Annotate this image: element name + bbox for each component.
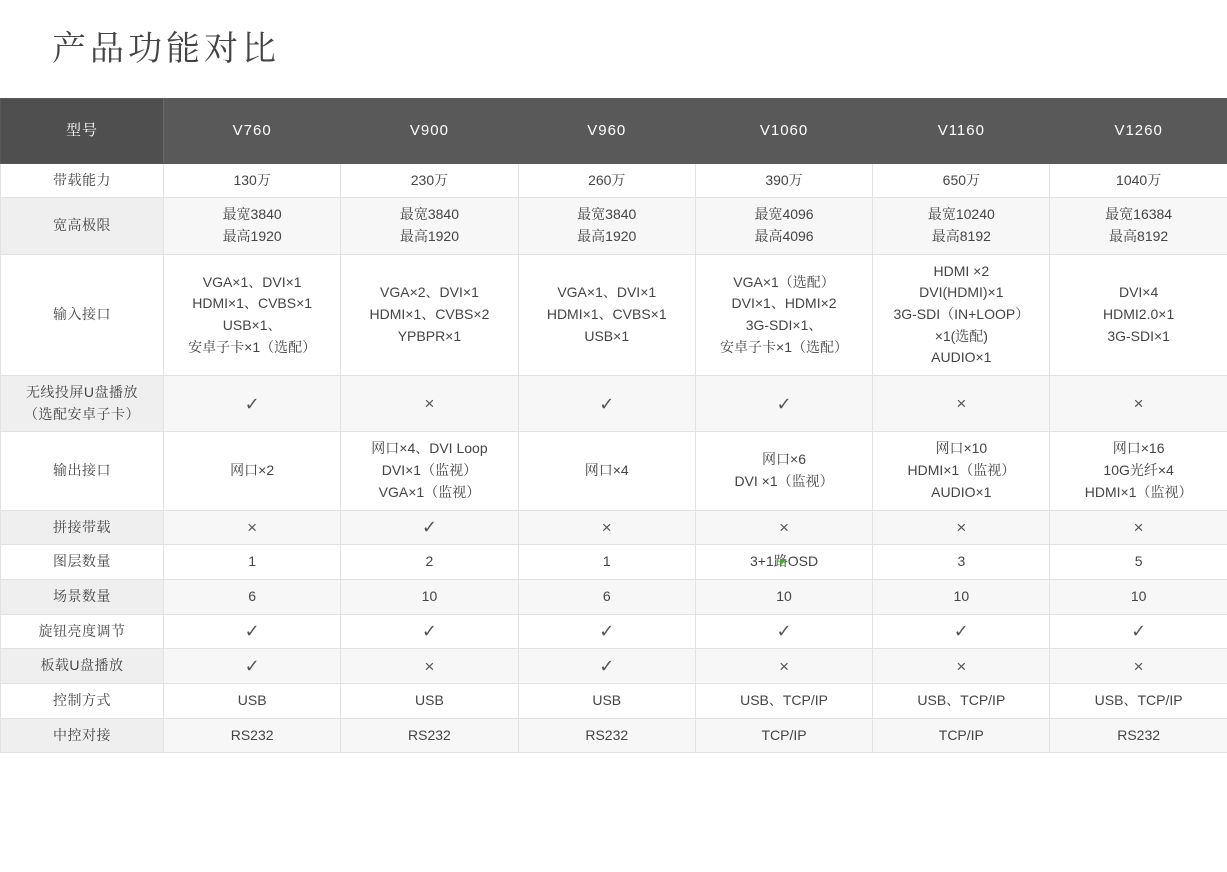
table-row — [1, 510, 1227, 545]
table-row — [1, 614, 1227, 649]
table-cell — [164, 163, 341, 198]
header-cell-product-V1160: V1160 — [873, 98, 1050, 163]
header-cell-product-V1060: V1060 — [695, 98, 872, 163]
table-cell — [873, 545, 1050, 580]
cross-icon: × — [1054, 658, 1222, 675]
cell-text: RS232 — [1054, 725, 1222, 747]
table-cell — [1050, 579, 1227, 614]
header-cell-product-V960: V960 — [518, 98, 695, 163]
table-cell — [164, 579, 341, 614]
cell-text: VGA×1（监视） — [345, 482, 513, 504]
row-label-text: 拼接带载 — [5, 517, 159, 539]
table-cell — [518, 614, 695, 649]
cross-icon: × — [877, 395, 1045, 412]
row-label-text: 图层数量 — [5, 551, 159, 573]
cell-text: 网口×6 — [700, 449, 868, 471]
product-comparison-table — [0, 98, 1227, 754]
cell-text: 3+1路OSD — [700, 551, 868, 573]
table-row — [1, 718, 1227, 753]
cell-text: VGA×1、DVI×1 — [523, 282, 691, 304]
table-cell — [1050, 198, 1227, 254]
table-cell — [695, 614, 872, 649]
table-cell — [695, 649, 872, 684]
table-cell — [518, 432, 695, 510]
cell-text: USB — [523, 690, 691, 712]
row-label-cell — [1, 198, 164, 254]
cell-text: 390万 — [700, 170, 868, 192]
check-icon: ✓ — [877, 622, 1045, 640]
check-icon: ✓ — [168, 395, 336, 413]
cell-text: 230万 — [345, 170, 513, 192]
row-label-cell — [1, 579, 164, 614]
cell-text: RS232 — [345, 725, 513, 747]
cell-text: 网口×16 — [1054, 438, 1222, 460]
cell-text: YPBPR×1 — [345, 326, 513, 348]
table-row — [1, 163, 1227, 198]
table-row — [1, 545, 1227, 580]
check-icon: ✓ — [523, 622, 691, 640]
cell-text: 10 — [700, 586, 868, 608]
cell-text: RS232 — [168, 725, 336, 747]
cell-text: VGA×1、DVI×1 — [168, 272, 336, 294]
table-cell — [341, 432, 518, 510]
corner-marker-icon — [780, 559, 787, 566]
header-cell-product-V1260: V1260 — [1050, 98, 1227, 163]
table-cell — [873, 579, 1050, 614]
cell-text: 网口×2 — [168, 460, 336, 482]
table-cell — [164, 376, 341, 432]
cell-text: 650万 — [877, 170, 1045, 192]
table-cell — [695, 683, 872, 718]
table-cell — [341, 198, 518, 254]
table-cell — [695, 163, 872, 198]
table-cell — [518, 254, 695, 375]
row-label-cell — [1, 254, 164, 375]
check-icon: ✓ — [1054, 622, 1222, 640]
cross-icon: × — [1054, 519, 1222, 536]
cell-text: 3 — [877, 551, 1045, 573]
table-cell — [341, 163, 518, 198]
table-cell — [164, 545, 341, 580]
cross-icon: × — [700, 519, 868, 536]
table-cell — [518, 649, 695, 684]
table-row — [1, 254, 1227, 375]
cell-text: HDMI×1、CVBS×2 — [345, 304, 513, 326]
table-header — [1, 98, 1227, 163]
header-row — [1, 98, 1227, 163]
cell-text: USB、TCP/IP — [877, 690, 1045, 712]
table-cell — [518, 683, 695, 718]
cell-text: 网口×4 — [523, 460, 691, 482]
cell-text: VGA×1（选配） — [700, 272, 868, 294]
table-cell — [873, 432, 1050, 510]
cell-text: 最高1920 — [345, 226, 513, 248]
cell-text: 260万 — [523, 170, 691, 192]
table-row — [1, 683, 1227, 718]
table-cell — [164, 198, 341, 254]
table-row — [1, 432, 1227, 510]
cell-text: AUDIO×1 — [877, 482, 1045, 504]
cell-text: 3G-SDI×1、 — [700, 315, 868, 337]
table-cell — [518, 545, 695, 580]
table-cell — [1050, 683, 1227, 718]
cell-text: 最高1920 — [523, 226, 691, 248]
cell-text: 网口×10 — [877, 438, 1045, 460]
table-cell — [164, 254, 341, 375]
cell-text: HDMI×1（监视） — [1054, 482, 1222, 504]
table-cell — [341, 254, 518, 375]
cell-text: DVI×1（监视） — [345, 460, 513, 482]
row-label-cell — [1, 683, 164, 718]
table-cell — [518, 198, 695, 254]
table-cell — [341, 545, 518, 580]
table-cell — [695, 545, 872, 580]
check-icon: ✓ — [523, 395, 691, 413]
table-cell — [164, 614, 341, 649]
cell-text: 10 — [877, 586, 1045, 608]
cell-text: 1 — [168, 551, 336, 573]
cross-icon: × — [700, 658, 868, 675]
cell-text: 6 — [523, 586, 691, 608]
cell-text: DVI(HDMI)×1 — [877, 282, 1045, 304]
table-cell — [1050, 163, 1227, 198]
cell-text: USB×1 — [523, 326, 691, 348]
row-label-text: 无线投屏U盘播放 — [5, 382, 159, 404]
row-label-text: 输入接口 — [5, 304, 159, 326]
table-cell — [341, 683, 518, 718]
cross-icon: × — [168, 519, 336, 536]
row-label-subtext: （选配安卓子卡） — [5, 404, 159, 426]
row-label-cell — [1, 376, 164, 432]
table-cell — [1050, 254, 1227, 375]
check-icon: ✓ — [700, 395, 868, 413]
table-cell — [1050, 649, 1227, 684]
header-cell-product-V900: V900 — [341, 98, 518, 163]
row-label-text: 中控对接 — [5, 725, 159, 747]
table-cell — [695, 510, 872, 545]
cell-text: USB、TCP/IP — [1054, 690, 1222, 712]
table-cell — [341, 510, 518, 545]
cell-text: 最宽4096 — [700, 204, 868, 226]
page-title: 产品功能对比 — [52, 26, 1227, 74]
table-cell — [873, 718, 1050, 753]
row-label-text: 控制方式 — [5, 690, 159, 712]
check-icon: ✓ — [168, 657, 336, 675]
row-label-text: 旋钮亮度调节 — [5, 621, 159, 643]
table-cell — [873, 376, 1050, 432]
cell-text: 1040万 — [1054, 170, 1222, 192]
table-cell — [341, 649, 518, 684]
cell-text: AUDIO×1 — [877, 347, 1045, 369]
cell-text: 最宽16384 — [1054, 204, 1222, 226]
cell-text: 3G-SDI×1 — [1054, 326, 1222, 348]
table-cell — [341, 718, 518, 753]
table-cell — [341, 579, 518, 614]
row-label-cell — [1, 432, 164, 510]
row-label-text: 场景数量 — [5, 586, 159, 608]
row-label-cell — [1, 614, 164, 649]
cell-text: 最宽3840 — [523, 204, 691, 226]
cell-text: 10 — [1054, 586, 1222, 608]
table-cell — [873, 510, 1050, 545]
cell-text: 安卓子卡×1（选配） — [700, 337, 868, 359]
cell-text: TCP/IP — [877, 725, 1045, 747]
table-cell — [164, 718, 341, 753]
cell-text: 最宽3840 — [168, 204, 336, 226]
cell-text: 最宽3840 — [345, 204, 513, 226]
cross-icon: × — [877, 519, 1045, 536]
table-cell — [1050, 432, 1227, 510]
table-cell — [695, 432, 872, 510]
cell-text: DVI×4 — [1054, 282, 1222, 304]
cell-text: USB×1、 — [168, 315, 336, 337]
table-cell — [164, 432, 341, 510]
cell-text: USB — [345, 690, 513, 712]
cell-text: 3G-SDI（IN+LOOP） — [877, 304, 1045, 326]
table-cell — [873, 163, 1050, 198]
table-cell — [164, 510, 341, 545]
row-label-cell — [1, 718, 164, 753]
table-cell — [518, 376, 695, 432]
cell-text: HDMI×1、CVBS×1 — [168, 293, 336, 315]
cell-text: HDMI ×2 — [877, 261, 1045, 283]
cell-text: HDMI×1、CVBS×1 — [523, 304, 691, 326]
table-cell — [1050, 718, 1227, 753]
table-cell — [518, 510, 695, 545]
table-row — [1, 376, 1227, 432]
cell-text: 6 — [168, 586, 336, 608]
cell-text: 2 — [345, 551, 513, 573]
row-label-text: 宽高极限 — [5, 215, 159, 237]
table-cell — [873, 649, 1050, 684]
row-label-text: 输出接口 — [5, 460, 159, 482]
cell-text: HDMI2.0×1 — [1054, 304, 1222, 326]
table-cell — [873, 683, 1050, 718]
cross-icon: × — [523, 519, 691, 536]
table-row — [1, 649, 1227, 684]
cell-text: 最宽10240 — [877, 204, 1045, 226]
cell-text: DVI ×1（监视） — [700, 471, 868, 493]
table-cell — [341, 376, 518, 432]
cell-text: 安卓子卡×1（选配） — [168, 337, 336, 359]
cell-text: RS232 — [523, 725, 691, 747]
cell-text: 1 — [523, 551, 691, 573]
table-cell — [164, 683, 341, 718]
cell-text: 5 — [1054, 551, 1222, 573]
table-row — [1, 198, 1227, 254]
cell-text: HDMI×1（监视） — [877, 460, 1045, 482]
cell-text: 10G光纤×4 — [1054, 460, 1222, 482]
table-cell — [1050, 545, 1227, 580]
cell-text: 10 — [345, 586, 513, 608]
row-label-cell — [1, 545, 164, 580]
cross-icon: × — [1054, 395, 1222, 412]
table-cell — [518, 718, 695, 753]
cell-text: DVI×1、HDMI×2 — [700, 293, 868, 315]
cell-text: USB、TCP/IP — [700, 690, 868, 712]
row-label-text: 带载能力 — [5, 170, 159, 192]
cell-text: 最高1920 — [168, 226, 336, 248]
table-cell — [873, 614, 1050, 649]
table-cell — [164, 649, 341, 684]
table-cell — [873, 254, 1050, 375]
check-icon: ✓ — [345, 622, 513, 640]
row-label-cell — [1, 649, 164, 684]
table-cell — [1050, 376, 1227, 432]
check-icon: ✓ — [523, 657, 691, 675]
cell-text: TCP/IP — [700, 725, 868, 747]
table-cell — [873, 198, 1050, 254]
row-label-text: 板载U盘播放 — [5, 655, 159, 677]
cross-icon: × — [345, 395, 513, 412]
row-label-cell — [1, 510, 164, 545]
check-icon: ✓ — [700, 622, 868, 640]
header-cell-model: 型号 — [1, 98, 164, 163]
table-cell — [695, 579, 872, 614]
table-cell — [341, 614, 518, 649]
cell-text: 网口×4、DVI Loop — [345, 438, 513, 460]
cross-icon: × — [345, 658, 513, 675]
table-cell — [695, 718, 872, 753]
table-cell — [518, 163, 695, 198]
check-icon: ✓ — [168, 622, 336, 640]
cell-text: 最高4096 — [700, 226, 868, 248]
check-icon: ✓ — [345, 518, 513, 536]
cross-icon: × — [877, 658, 1045, 675]
cell-text: 130万 — [168, 170, 336, 192]
cell-text: ×1(选配) — [877, 326, 1045, 348]
table-body — [1, 163, 1227, 753]
cell-text: VGA×2、DVI×1 — [345, 282, 513, 304]
table-cell — [695, 254, 872, 375]
table-cell — [1050, 614, 1227, 649]
table-cell — [518, 579, 695, 614]
header-cell-product-V760: V760 — [164, 98, 341, 163]
table-row — [1, 579, 1227, 614]
table-cell — [695, 198, 872, 254]
cell-text: USB — [168, 690, 336, 712]
comparison-table-container — [0, 98, 1227, 754]
row-label-cell — [1, 163, 164, 198]
cell-text: 最高8192 — [877, 226, 1045, 248]
table-cell — [695, 376, 872, 432]
table-cell — [1050, 510, 1227, 545]
cell-text: 最高8192 — [1054, 226, 1222, 248]
